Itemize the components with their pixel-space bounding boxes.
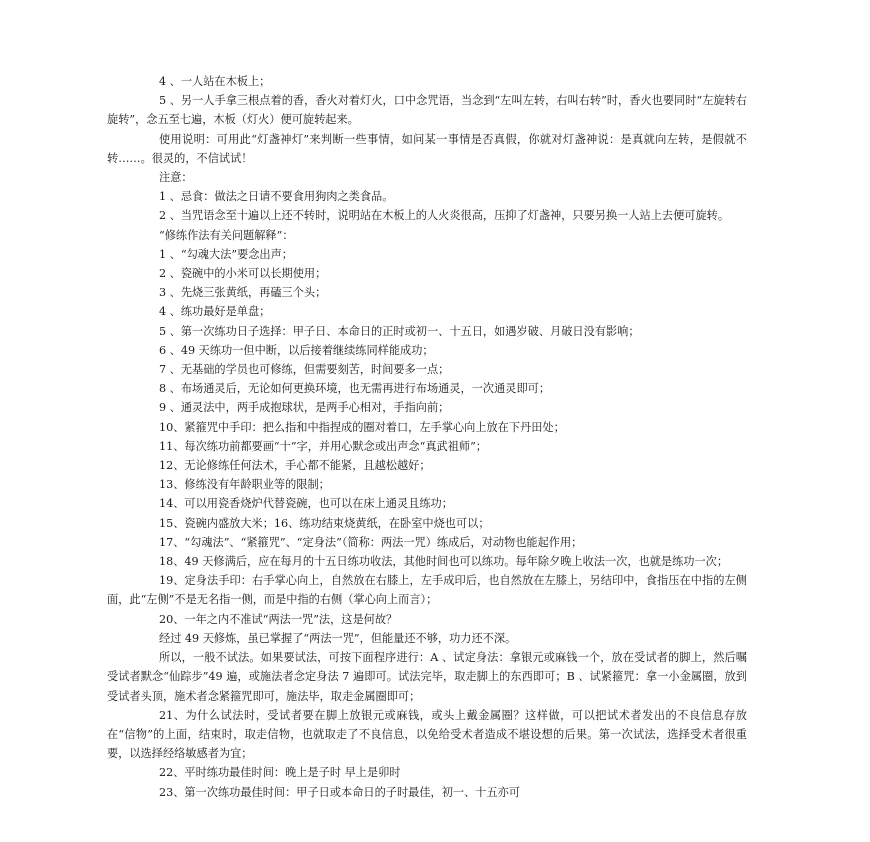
- paragraph: 5 、第一次练功日子选择：甲子日、本命日的正时或初一、十五日，如遇岁破、月破日没有影响；: [159, 324, 640, 338]
- paragraph: 2 、当咒语念至十遍以上还不转时，说明站在木板上的人火炎很高，压抑了灯盏神，只要另换一人站上去便可旋转。: [159, 209, 730, 223]
- paragraph: 19、定身法手印：右手掌心向上，自然放在右膝上，左手成印后，也自然放在左膝上，另结印中，食指压在中指的左侧面，此“左侧”不是无名指一侧，而是中指的右侧（掌心向上而言）；: [107, 574, 747, 607]
- paragraph: 3 、先烧三张黄纸，再磕三个头；: [159, 286, 327, 300]
- paragraph: 1 、“勾魂大法”要念出声；: [159, 247, 293, 261]
- paragraph: 7 、无基础的学员也可修练，但需要刻苦，时间要多一点；: [159, 363, 450, 377]
- paragraph: 4 、练功最好是单盘；: [159, 305, 271, 319]
- paragraph: 20、一年之内不准试“两法一咒”法，这是何故？: [159, 612, 398, 626]
- paragraph: 22、平时练功最佳时间：晚上是子时 早上是卯时: [159, 766, 401, 780]
- paragraph: 17、“勾魂法”、“紧箍咒”、“定身法”（简称：两法一咒）练成后，对动物也能起作用；: [159, 535, 583, 549]
- paragraph: 8 、布场通灵后，无论如何更换环境，也无需再进行布场通灵，一次通灵即可；: [159, 382, 551, 396]
- paragraph: 14、可以用瓷香烧炉代替瓷碗，也可以在床上通灵且练功；: [159, 497, 453, 511]
- paragraph: “修练作法有关问题解释”：: [159, 228, 294, 242]
- paragraph: 1 、忌食：做法之日请不要食用狗肉之类食品。: [159, 190, 394, 204]
- paragraph: 5 、另一人手拿三根点着的香，香火对着灯火，口中念咒语，当念到“左叫左转，右叫右转”时，香火也要同时“左旋转右旋转”，念五至七遍，木板（灯火）便可旋转起来。: [107, 94, 747, 127]
- paragraph: 21、为什么试法时，受试者要在脚上放银元或麻钱，或头上戴金属圈？这样做，可以把试术者发出的不良信息存放在“信物”的上面，结束时，取走信物，也就取走了不良信息，以免给受术者造成不堪设想的后果。第一次试法，选择受术者很重要，以选择经络敏感者为宜；: [107, 708, 747, 761]
- paragraph: 10、紧箍咒中手印：把么指和中指捏成的圈对着口，左手掌心向上放在下丹田处；: [159, 420, 565, 434]
- paragraph: 2 、瓷碗中的小米可以长期使用；: [159, 267, 327, 281]
- paragraph: 使用说明：可用此“灯盏神灯”来判断一些事情，如问某一事情是否真假，你就对灯盏神说：是真就向左转，是假就不转……。很灵的，不信试试！: [107, 132, 747, 165]
- paragraph: 注意：: [159, 171, 193, 185]
- paragraph: 12、无论修练任何法术，手心都不能紧，且越松越好；: [159, 459, 431, 473]
- paragraph: 所以，一般不试法。如果要试法，可按下面程序进行：A 、试定身法：拿银元或麻钱一个，放在受试者的脚上，然后嘱受试者默念“仙踪步”49 遍，或施法者念定身法 7 遍即可。试法完毕，取走脚上的东西即可；B 、试紧箍咒：拿一小金属圈，放到受试者头顶，施术者念紧箍咒即可，施法毕，取走金属圈即可；: [107, 651, 747, 703]
- document-body: [107, 72, 747, 802]
- paragraph: 11、每次练功前都要画“十”字，并用心默念或出声念“真武祖师”；: [159, 439, 487, 453]
- paragraph: 9 、通灵法中，两手成抱球状，是两手心相对，手指向前；: [159, 401, 450, 415]
- paragraph: 13、修练没有年龄职业等的限制；: [159, 478, 330, 492]
- paragraph: 经过 49 天修炼，虽已掌握了“两法一咒”，但能量还不够，功力还不深。: [159, 631, 517, 645]
- paragraph: 6 、49 天练功一但中断，以后接着继续练同样能成功；: [159, 343, 434, 357]
- paragraph: 15、瓷碗内盛放大米；16、练功结束烧黄纸，在卧室中烧也可以；: [159, 516, 490, 530]
- paragraph: 23、第一次练功最佳时间：甲子日或本命日的子时最佳，初一、十五亦可: [159, 785, 521, 799]
- paragraph: 4 、一人站在木板上；: [159, 75, 271, 88]
- paragraph: 18、49 天修满后，应在每月的十五日练功收法，其他时间也可以练功。每年除夕晚上收法一次，也就是练功一次；: [159, 555, 729, 569]
